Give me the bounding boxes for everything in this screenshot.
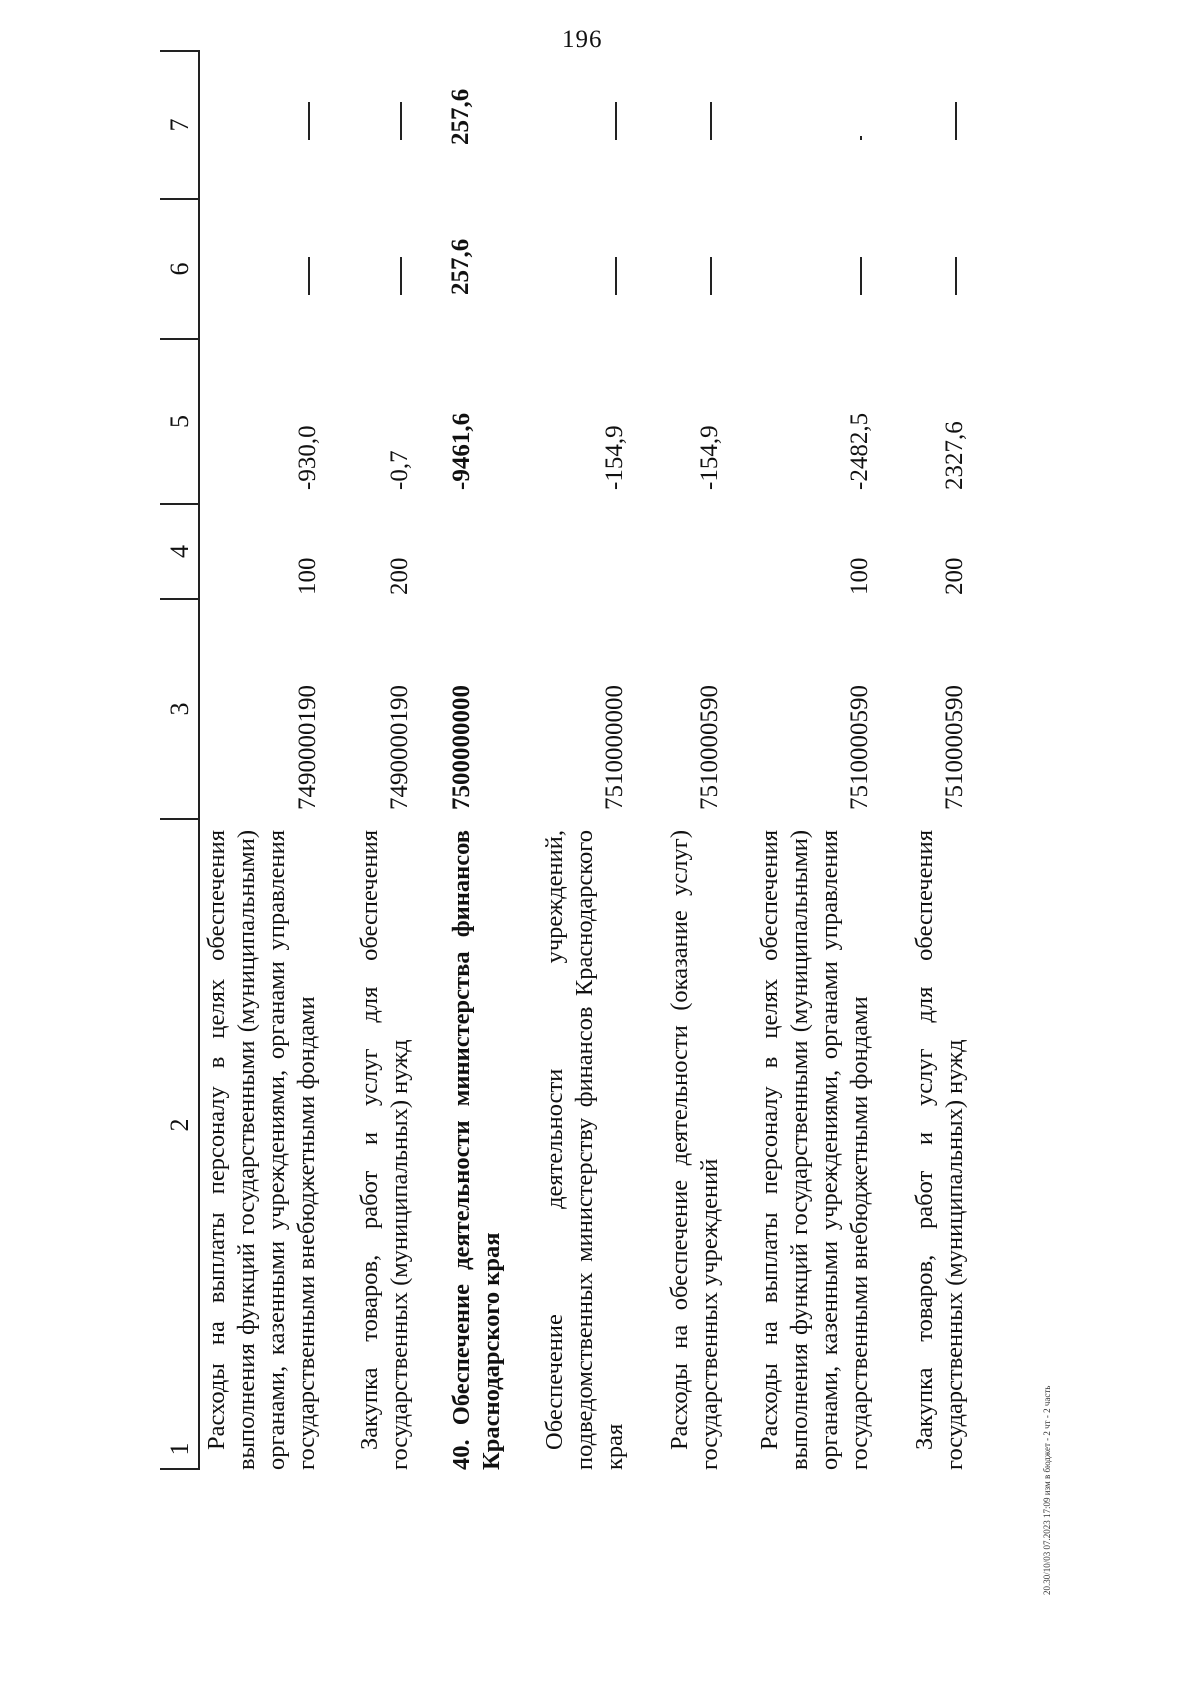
row-0-code: 7490000190: [294, 685, 321, 810]
row-0-type: 100: [294, 557, 321, 595]
row-0-amount: -930,0: [294, 425, 321, 490]
footer-stamp: 20.30/10/03 07.2023 17:09 изм в бюджет - 2 чт - 2 часть: [1042, 1385, 1052, 1595]
row-5-col6-dash: [860, 257, 862, 295]
row-2-description: [447, 830, 507, 1470]
row-2-col7: 257,6: [447, 88, 474, 145]
header-col-5: 5: [160, 340, 200, 505]
row-2-col6: 257,6: [447, 238, 474, 295]
row-4-amount: -154,9: [696, 425, 723, 490]
row-4-code: 7510000590: [696, 685, 723, 810]
header-col-6: 6: [160, 200, 200, 340]
row-6-amount: 2327,6: [941, 421, 968, 490]
row-3-col6-dash: [615, 257, 617, 295]
row-1-code: 7490000190: [386, 685, 413, 810]
row-6-code: 7510000590: [941, 685, 968, 810]
row-5-description: Расходы на выплаты персоналу в целях обеспечения выполнения функций государственными (муниципальными) органами, казенными учреждениями, органами управления государственными внебюджетными фондами: [756, 830, 873, 1470]
row-3-amount: -154,9: [601, 425, 628, 490]
row-5-col7-dash: [860, 136, 862, 140]
row-0-col6-dash: [308, 257, 310, 295]
row-1-col7-dash: [400, 102, 402, 140]
row-4-col6-dash: [710, 257, 712, 295]
row-5-code: 7510000590: [846, 685, 873, 810]
row-2-number: 40.: [448, 1439, 475, 1470]
row-4-description: Расходы на обеспечение деятельности (оказание услуг) государственных учреждений: [666, 830, 723, 1470]
budget-table: [160, 40, 1160, 1490]
row-2-amount: -9461,6: [448, 412, 475, 490]
row-1-description: Закупка товаров, работ и услуг для обеспечения государственных (муниципальных) нужд: [356, 830, 413, 1470]
row-0-description: Расходы на выплаты персоналу в целях обеспечения выполнения функций государственными (муниципальными) органами, казенными учреждениями, органами управления государственными внебюджетными фондами: [203, 830, 320, 1470]
header-col-1: 1: [160, 1430, 200, 1470]
row-2-description-text: Обеспечение деятельности министерства финансов Краснодарского края: [448, 830, 505, 1470]
row-4-col7-dash: [710, 102, 712, 140]
row-5-type: 100: [846, 557, 873, 595]
header-col-2: 2: [160, 820, 200, 1430]
header-col-7: 7: [160, 50, 200, 200]
row-0-col7-dash: [308, 102, 310, 140]
row-2-code: 7500000000: [448, 685, 475, 810]
row-6-col6-dash: [955, 257, 957, 295]
row-1-amount: -0,7: [386, 450, 413, 490]
row-1-col6-dash: [400, 257, 402, 295]
header-col-3: 3: [160, 600, 200, 820]
row-3-description: Обеспечение деятельности учреждений, подведомственных министерству финансов Краснодарского края: [541, 830, 628, 1470]
page-number: 196: [562, 26, 603, 53]
row-6-col7-dash: [955, 102, 957, 140]
row-6-description: Закупка товаров, работ и услуг для обеспечения государственных (муниципальных) нужд: [911, 830, 968, 1470]
row-5-amount: -2482,5: [846, 412, 873, 490]
row-1-type: 200: [386, 557, 413, 595]
row-3-col7-dash: [615, 102, 617, 140]
row-3-code: 7510000000: [601, 685, 628, 810]
row-6-type: 200: [941, 557, 968, 595]
header-col-4: 4: [160, 505, 200, 600]
